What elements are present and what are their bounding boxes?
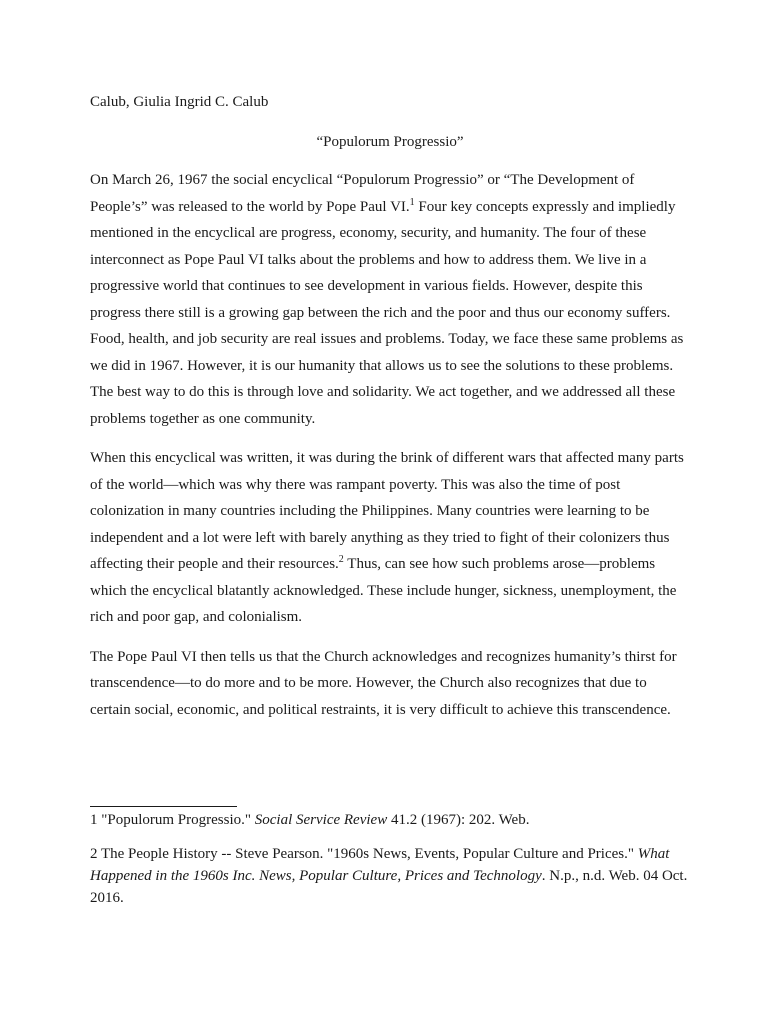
footnote-1-suffix: 41.2 (1967): 202. Web. xyxy=(387,812,530,828)
paragraph-2-text-b: Thus, can see how such problems arose—problems which the encyclical blatantly acknowledged. These include hunger, sickness, unemployment, the rich and poor gap, and colonialism. xyxy=(90,556,677,625)
paragraph-2 xyxy=(90,445,690,631)
footnote-1-prefix: 1 "Populorum Progressio." xyxy=(90,812,255,828)
footnote-ref-1[interactable]: 1 xyxy=(409,196,415,208)
document-title: “Populorum Progressio” xyxy=(316,133,464,150)
footnote-2-source: What Happened in the 1960s Inc. News, Popular Culture, Prices and Technology xyxy=(90,846,670,884)
footnote-ref-2[interactable]: 2 xyxy=(338,554,344,565)
footnote-2-prefix: 2 The People History -- Steve Pearson. "1960s News, Events, Popular Culture and Prices." xyxy=(90,846,638,862)
footnote-2-suffix: . N.p., n.d. Web. 04 Oct. 2016. xyxy=(90,868,688,906)
paragraph-1-text-b: Four key concepts expressly and impliedly mentioned in the encyclical are progress, economy, security, and humanity. The four of these interconnect as Pope Paul VI talks about the problems and how to address them. We live in a progressive world that continues to see development in various fields. However, despite this progress there still is a growing gap between the rich and the poor and thus our economy suffers. Food, health, and job security are real issues and problems. Today, we face these same problems as we did in 1967. However, it is our humanity that allows us to see the solutions to these problems. The best way to do this is through love and solidarity. We act together, and we addressed all these problems together as one community. xyxy=(90,198,684,427)
footnote-1-journal: Social Service Review xyxy=(254,812,388,828)
paragraph-1-text-a: On March 26, 1967 the social encyclical “Populorum Progressio” or “The Development of People’s” was released to the world by Pope Paul VI. xyxy=(90,172,635,215)
paragraph-2-text-a: When this encyclical was written, it was during the brink of different wars that affected many parts of the world—which was why there was rampant poverty. This was also the time of post colonization in many countries including the Philippines. Many countries were learning to be independent and a lot were left with barely anything as they tried to fight of their colonizers thus affecting their people and their resources. xyxy=(90,450,684,572)
footnote-2 xyxy=(90,843,690,909)
document-body xyxy=(90,89,690,736)
footnote-1 xyxy=(90,809,690,831)
paragraph-3: The Pope Paul VI then tells us that the Church acknowledges and recognizes humanity’s thirst for transcendence—to do more and to be more. However, the Church also recognizes that due to certain social, economic, and political restraints, it is very difficult to achieve this transcendence. xyxy=(90,648,677,718)
footnote-divider xyxy=(90,806,237,807)
paragraph-1 xyxy=(90,167,690,432)
author-line: Calub, Giulia Ingrid C. Calub xyxy=(90,94,269,110)
footnotes-section xyxy=(90,806,690,921)
